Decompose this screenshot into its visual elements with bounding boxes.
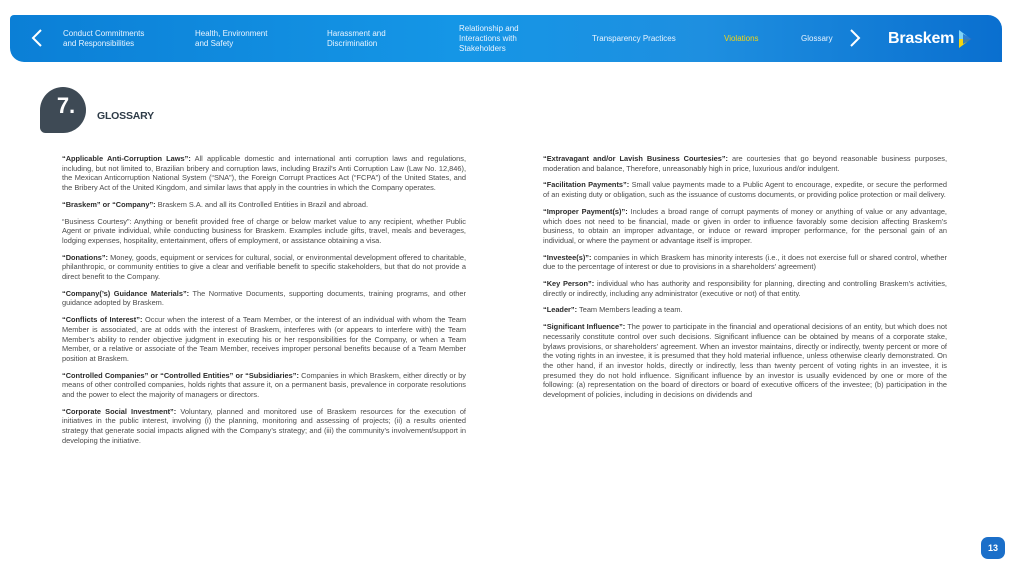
glossary-term: “Leader”: <box>543 305 578 315</box>
glossary-entry <box>62 217 466 246</box>
section-number: 7. <box>56 93 76 118</box>
glossary-column-right <box>543 154 947 407</box>
glossary-entry <box>62 315 466 364</box>
glossary-definition: The power to participate in the financial and operational decisions of an entity, but which does not necessarily constitute control over such decisions. Significant influence can be obtained by means of a corporate stake, bylaws provisions, or shareholders’ agreement. When an investor maintains, directly or indirectly, twenty percent or more of the voting rights in an investee, it is presumed that they hold material influence, unless otherwise clearly demonstrated. On the other hand, if an investor holds, directly or indirectly, less than twenty percent of voting rights in an investee, it is presumed they do not hold influence. Significant influence by an investor is usually evidenced by one or more of the following: (a) representation on the board of directors or board of executive officers of the investee; (b) participation in the development of policies, including in decisions on dividends and <box>543 322 948 400</box>
nav-tab-glossary[interactable]: Glossary <box>801 33 833 43</box>
glossary-definition: Small value payments made to a Public Agent to encourage, expedite, or secure the performed of an existing duty or obligation, such as the issuance of customs documents, or providing police protection or mail delivery. <box>543 180 947 200</box>
glossary-definition: Money, goods, equipment or services for cultural, social, or environmental development offered to charitable, philanthropic, or community entities to give a clear and verifiable benefit to specific stakeholders, but that do not provide a direct benefit to the Company. <box>62 252 466 282</box>
glossary-definition: All applicable domestic and international anti corruption laws and regulations, including, but not limited to, Brazilian bribery and corruption laws, including Brazil’s Anti Corruption Law (Law No. 12,846), the Mexican Anticorruption National System (“SNA”), the Foreign Corrupt Practices Act (“FCPA”) of the United States, and the Bribery Act of the United Kingdom, and similar laws that apply in the countries in which the Company operates. <box>62 154 466 193</box>
page-number-badge <box>981 537 1005 559</box>
glossary-term: “Investee(s)”: <box>543 252 592 262</box>
glossary-entry <box>543 253 947 272</box>
section-number-badge <box>40 87 86 133</box>
glossary-definition: Team Members leading a team. <box>577 305 683 315</box>
glossary-entry <box>62 200 466 210</box>
nav-tab-transparency-practices[interactable]: Transparency Practices <box>592 33 676 43</box>
glossary-term: “Applicable Anti-Corruption Laws”: <box>62 154 191 163</box>
glossary-definition: individual who has authority and responsibility for planning, directing and controlling Braskem’s activities, directly or indirectly, including any administrator (executive or not) of that entity. <box>543 279 947 298</box>
glossary-column-left <box>62 154 466 453</box>
glossary-entry <box>543 305 947 315</box>
glossary-term: “Improper Payment(s)”: <box>543 206 628 216</box>
glossary-definition: “Business Courtesy”: Anything or benefit provided free of charge or below market value to any recipient, whether Public Agent or private individual, while conducting business for Braskem. Examples include gifts, travel, meals and beverages, lodging expenses, hospitality, entertainment, offers of employment, or assistance obtaining a visa. <box>62 216 466 245</box>
chevron-left-icon <box>31 28 43 48</box>
nav-tab-harassment-discrimination[interactable]: Harassment and Discrimination <box>327 28 386 48</box>
glossary-term: “Company(’s) Guidance Materials”: <box>62 288 190 298</box>
glossary-entry <box>62 371 466 400</box>
glossary-definition: Occur when the interest of a Team Member, or the interest of an individual with whom the Team Member is associated, are at odds with the interest of Braskem, interferes with (or appears to interfere with) the Team Member’s ability to render objective judgment in executing his or her responsibilities for the Company, or when a Team Member, or a relative or associate of the Team Member, receives improper personal benefits because of a Team Member position at Braskem. <box>62 315 466 363</box>
glossary-term: “Donations”: <box>62 252 108 262</box>
glossary-entry <box>543 154 947 173</box>
nav-tab-health-environment-safety[interactable]: Health, Environment and Safety <box>195 28 268 48</box>
glossary-entry <box>62 253 466 282</box>
glossary-definition: The Normative Documents, supporting documents, training programs, and other guidance adopted by Braskem. <box>62 288 466 308</box>
nav-tab-violations[interactable]: Violations <box>724 33 759 43</box>
glossary-entry <box>543 180 947 199</box>
glossary-term: “Extravagant and/or Lavish Business Courtesies”: <box>543 154 729 163</box>
glossary-term: “Conflicts of Interest”: <box>62 315 143 325</box>
glossary-definition: Companies in which Braskem, either directly or by means of other controlled companies, holds rights that assure it, on a permanent basis, prevalence in corporate resolutions and the power to elect the majority of managers or directors. <box>62 370 466 400</box>
glossary-term: “Significant Influence”: <box>543 322 626 332</box>
nav-tab-relationship-stakeholders[interactable]: Relationship and Interactions with Stakeholders <box>459 23 519 53</box>
nav-tab-conduct-commitments[interactable]: Conduct Commitments and Responsibilities <box>63 28 145 48</box>
glossary-entry <box>62 154 466 193</box>
glossary-term: “Key Person”: <box>543 279 595 289</box>
page-number: 13 <box>987 543 998 553</box>
glossary-term: “Corporate Social Investment”: <box>62 406 177 416</box>
previous-page-button[interactable] <box>30 27 44 49</box>
glossary-entry <box>543 207 947 246</box>
glossary-definition: companies in which Braskem has minority interests (i.e., it does not exercise full or shared control, whether due to the percentage of interest or due to provisions in a shareholders’ agreement) <box>543 252 947 272</box>
glossary-entry <box>62 289 466 308</box>
braskem-logo-icon <box>958 28 974 50</box>
glossary-term: “Controlled Companies” or “Controlled Entities” or “Subsidiaries”: <box>62 370 299 380</box>
glossary-definition: are courtesies that go beyond reasonable business purposes, moderation and balance, Therefore, unreasonably high in price, luxurious and/or indulgent. <box>543 154 947 173</box>
chevron-right-icon <box>849 28 861 48</box>
glossary-entry <box>62 407 466 446</box>
next-page-button[interactable] <box>848 27 862 49</box>
glossary-term: “Facilitation Payments”: <box>543 180 630 190</box>
glossary-term: “Braskem” or “Company”: <box>62 199 156 209</box>
brand-name: Braskem <box>888 30 955 47</box>
page-title: GLOSSARY <box>97 110 154 122</box>
glossary-definition: Voluntary, planned and monitored use of Braskem resources for the execution of initiatives in the public interest, involving (i) the planning, monitoring and assessing of projects; (ii) a results oriented strategy that generate social impacts aligned with the Company’s strategy; and (iii) the community’s involvement/support in developing the initiative. <box>62 406 466 445</box>
glossary-entry <box>543 279 947 298</box>
glossary-definition: Braskem S.A. and all its Controlled Entities in Brazil and abroad. <box>155 199 369 209</box>
glossary-entry <box>543 322 947 400</box>
braskem-logo <box>888 27 974 51</box>
top-navigation-bar <box>10 15 1002 62</box>
glossary-definition: Includes a broad range of corrupt payments of money or anything of value or any advantage, which does not need to be financial, made or given in order to influence favorably some decision affecting Braskem’s business, to obtain an improper advantage, or induce or reward improper performance, for the personal gain of an individual, or where the payment or advantage itself is improper. <box>543 206 947 245</box>
